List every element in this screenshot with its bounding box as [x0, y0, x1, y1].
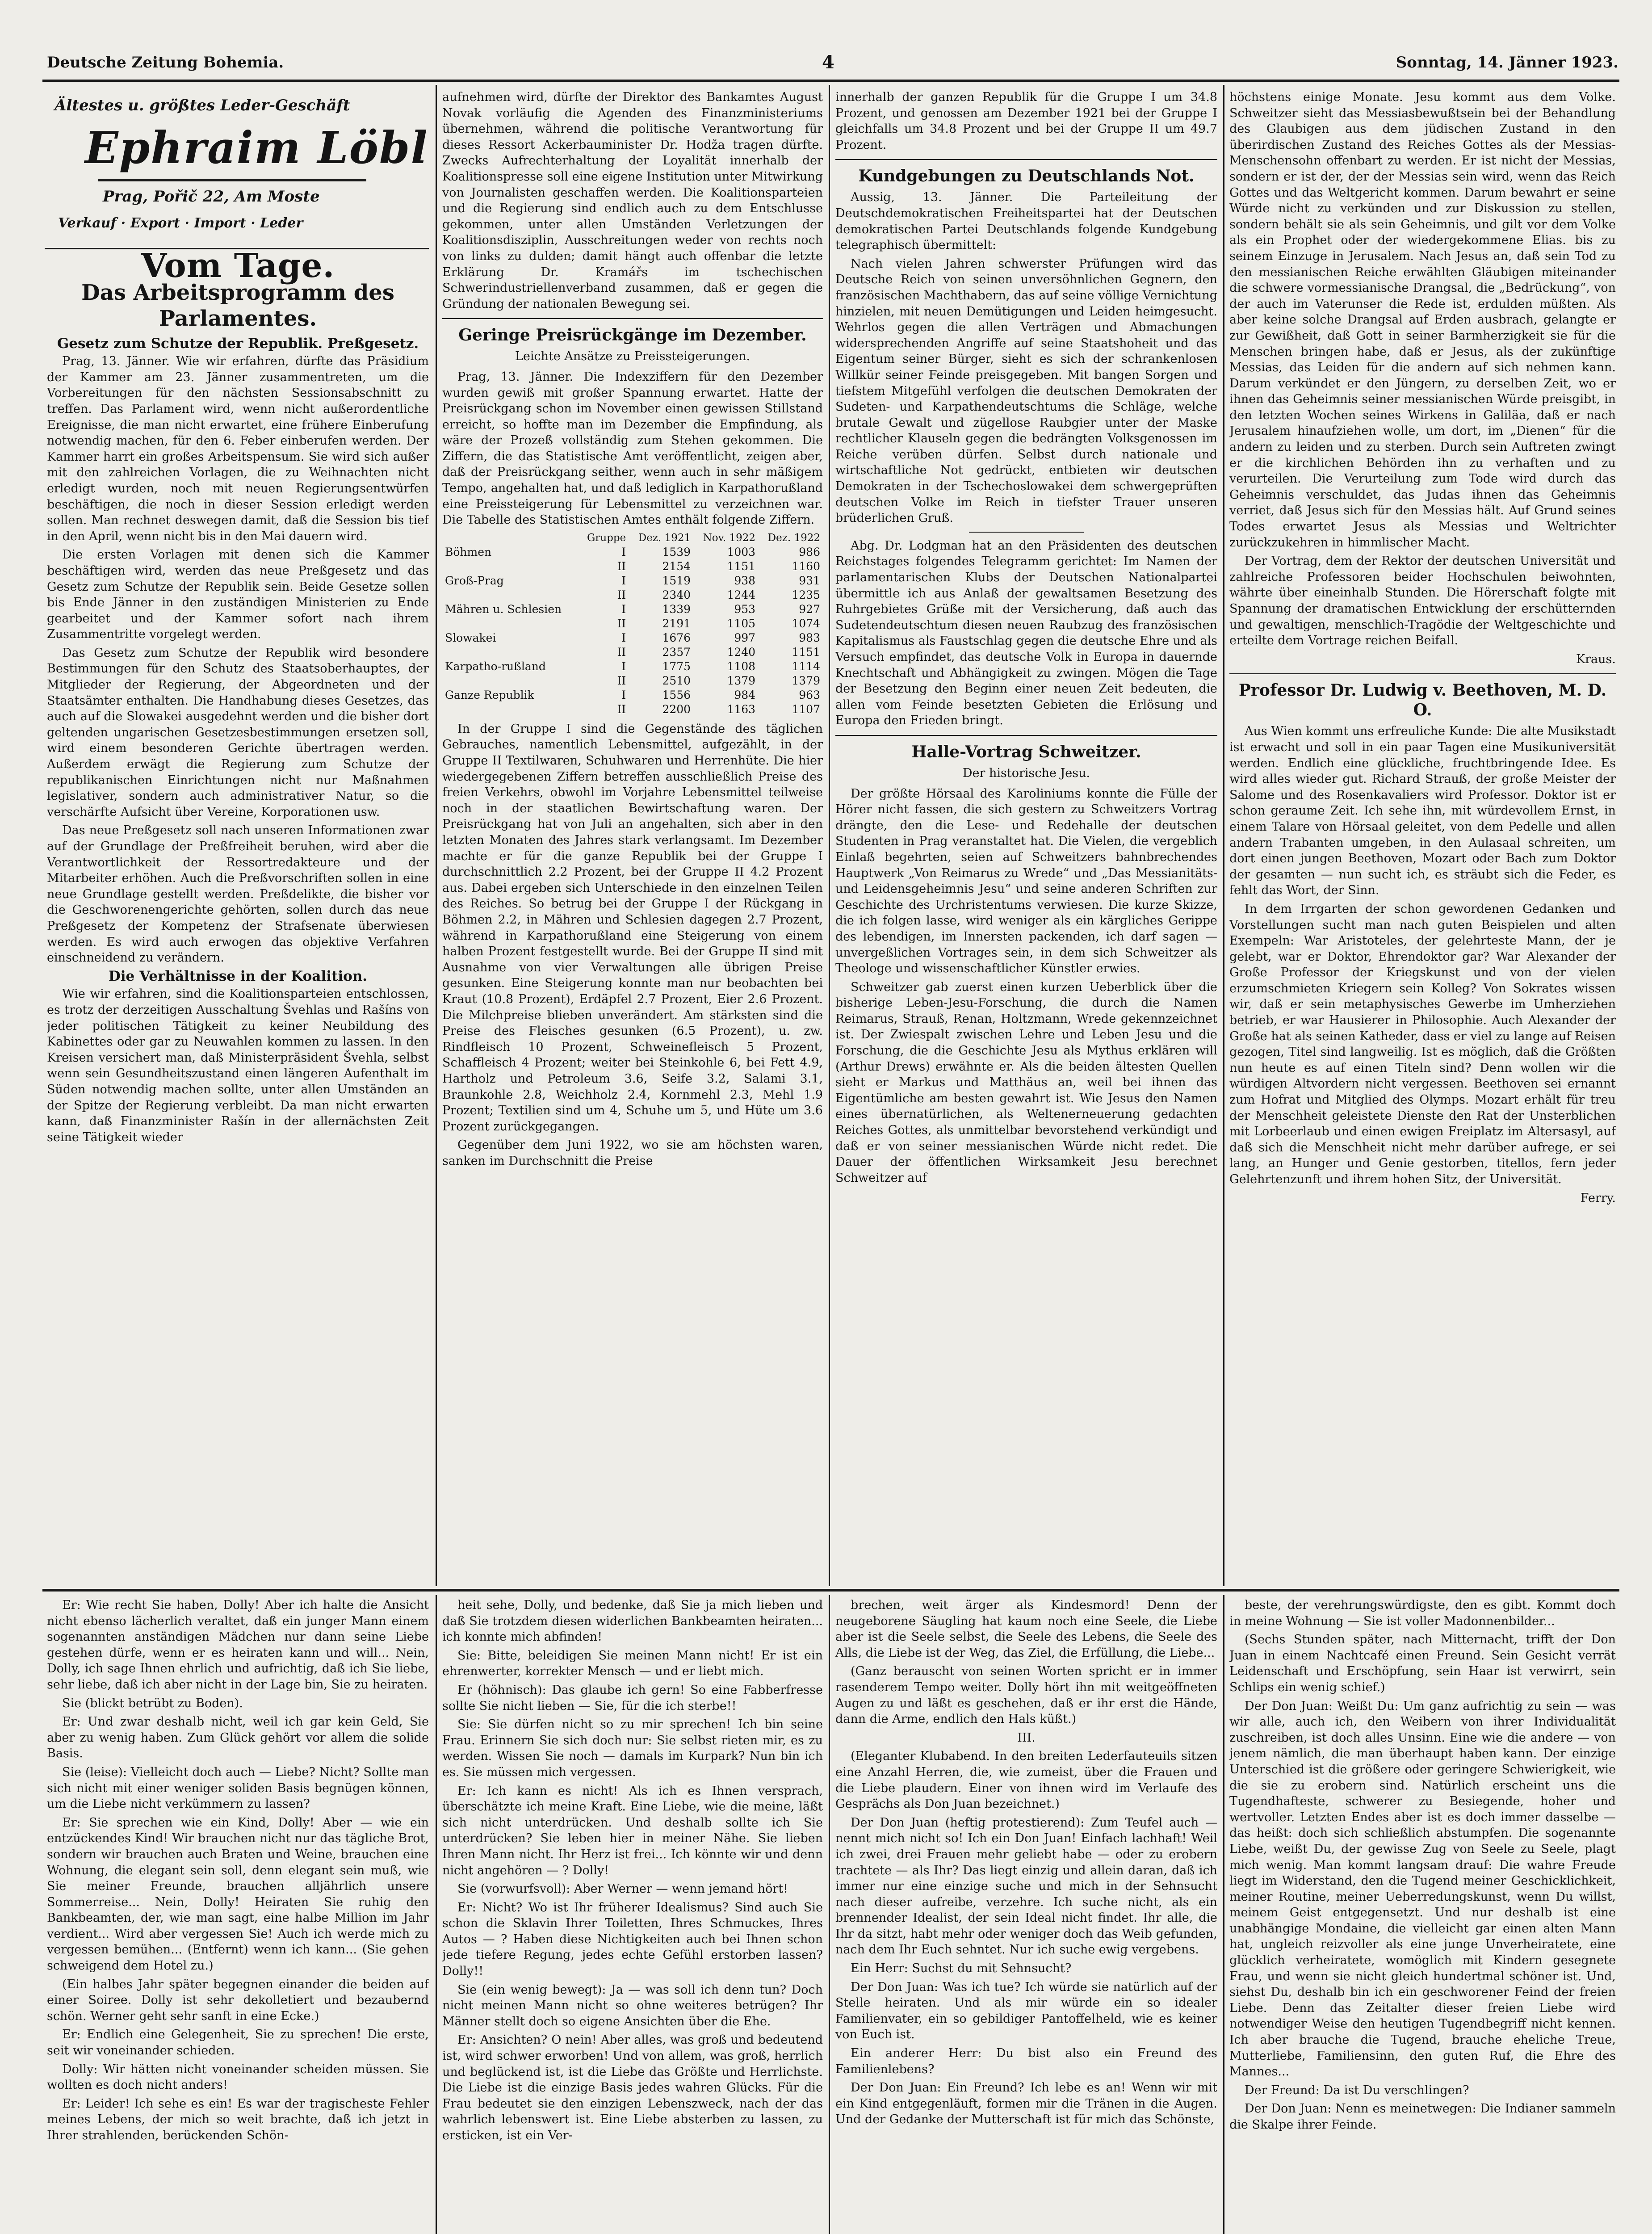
table-cell: 1379 [792, 674, 820, 687]
table-cell: I [621, 545, 626, 558]
table-cell [442, 702, 579, 717]
section-subheading: Die Verhältnisse in der Koalition. [108, 968, 368, 984]
table-cell: 1163 [727, 702, 756, 716]
feuilleton-separator [42, 1589, 1619, 1592]
paragraph: Die ersten Vorlagen mit denen sich die Kammer beschäftigen wird, werden das neue Preßgesetz und das Gesetz zum Schutze der Republik sein. Beide Gesetze sollen bis Ende Jänner in den zuständigen Ministerien zu Ende gearbeitet und der Kammer sofort nach ihrem Zusammentritte vorgelegt werden. [47, 548, 429, 642]
section-title: Vom Tage. [141, 250, 335, 285]
table-row [442, 588, 823, 602]
table-row [442, 688, 823, 702]
table-row [442, 617, 823, 631]
feuilleton-paragraph: Er: Wie recht Sie haben, Dolly! Aber ich halte die Ansicht nicht ebenso lächerlich veraltet, daß ein junger Mann einem sogenannten anständigen Mädchen nur dann seine Liebe gestehen dürfe, wenn er es heiraten kann und will... Nein, Dolly, ich sage Ihnen ehrlich und aufrichtig, daß ich Sie liebe, sehr liebe, daß ich aber nicht in der Lage bin, Sie zu heiraten. [47, 1598, 429, 1692]
article-separator [835, 159, 1217, 160]
table-cell [442, 559, 579, 574]
paragraph: höchstens einige Monate. Jesu kommt aus dem Volke. Schweitzer sieht das Messiasbewußtsein bei der Behandlung des Glaubigen aus dem jüdischen Zustand in den überirdischen Zustand des Reiches Gottes als der Messias-Menschensohn offenbart zu werden. Er ist nicht der Messias, sondern er ist der, der der Messias sein wird, wenn das Reich Gottes und das Weltgericht kommen. Darum bewahrt er seine Würde nicht zu verkünden und zur Diskussion zu stellen, sondern behält sie als sein Geheimnis, und gilt vor dem Volke als ein Prophet oder der wiedergekommene Elias. bis zu seinem Einzuge in Jerusalem. Nach Jesus an, daß sein Tod zu den messianischen Reiche erwählten Gläubigen miteinander die schwere vormessianische Drangsal, die „Bedrückung“, von der auch im Vaterunser die Rede ist, erdulden müßten. Als aber keine solche Drangsal auf Erden ausbrach, gelangte er zur Gewißheit, daß Gott in seiner Barmherzigkeit sie für die Menschen bringen habe, daß er Jesus, als der zukünftige Messias, das Leiden für die andern auf sich nehmen kann. Darum verkündet er den Jüngern, zu derselben Zeit, wo er ihnen das Geheimnis seiner messianischen Würde preisgibt, in den letzten Wochen seines Wirkens in Galiläa, daß er nach Jerusalem hinaufziehen wolle, um dort, im „Dienen“ für die andern zu leiden und zu sterben. Durch sein Auftreten zwingt er die kirchlichen Behörden ihn zu verhaften und zu verurteilen. Die Verurteilung zum Tode wird durch das Geheimnis verschuldet, das Judas ihnen das Geheimnis verriet, daß Jesus sich für den Messias hält. Auf Grund seines Todes erwartet Jesus als Messias und Weltrichter zurückzukehren in himmlischer Macht. [1229, 90, 1616, 550]
table-cell: 938 [734, 574, 756, 587]
table-row [442, 602, 823, 617]
table-cell: I [621, 659, 626, 673]
table-cell: 1160 [792, 559, 820, 573]
paragraph: In dem Irrgarten der schon gewordenen Gedanken und Vorstellungen sucht man nach guten Beispielen und alten Exempeln: War Aristoteles, der gelehrteste Mann, der je gelebt, war er Doktor, Ehrendoktor gar? War Alexander der Große Professor der Kriegskunst und von der vielen erzumschmieten Kriegern sein Kolleg? Von Sokrates wissen wir, daß er sein metaphysisches Gewerbe im Umherziehen betrieb, er war Hausierer in Philosophie. Auch Alexander der Große hat als seinen Katheder, dass er viel zu lange auf Reisen gezogen, Titel sind langweilig. Ist es möglich, daß die Größten nun heute es auf einen Titeln sind? Denn wollen wir die würdigen Altvordern nicht vergessen. Beethoven sei ernannt zum Hofrat und Mitglied des Olymps. Mozart erhält für treu der Menschheit geleistete Dienste den Rat der Unsterblichen mit Lorbeerlaub und einen ewigen Freiplatz im Altersasyl, auf daß sich die Menschheit nicht mehr darüber aufrege, er sei lang, an Hunger und Genie gestorben, titellos, fern jeder Gelehrtenzunft und ihrem hohen Sitz, der Universität. [1229, 902, 1616, 1186]
table-cell: 1244 [727, 588, 756, 601]
paragraph: Der Vortrag, dem der Rektor der deutschen Universität und zahlreiche Professoren beider Hochschulen beiwohnten, währte über eineinhalb Stunden. Die Hörerschaft folgte mit Spannung der dramatischen Entwicklung der erschütternden und gewaltigen, menschlich-Tragödie der Weltgeschichte und erteilte dem Vortrage reichen Beifall. [1229, 554, 1616, 648]
paragraph: Das Gesetz zum Schutze der Republik wird besondere Bestimmungen für den Schutz des Staatsoberhauptes, der Mitglieder der Regierung, der Abgeordneten und der Staatsämter enthalten. Die Handhabung dieses Gesetzes, das auch auf die Slowakei ausgedehnt werden und die bisher dort geltenden ungarischen Gesetzesbestimmungen ersetzen soll, wird einem besonderen Gerichte übertragen werden. Außerdem erwägt die Regierung zum Schutze der republikanischen Einrichtungen nicht nur Maßnahmen legislativer, sondern auch administrativer Natur, so die verschärfte Aufsicht über Vereine, Korporationen usw. [47, 646, 429, 819]
article-subtitle: Der historische Jesu. [962, 766, 1090, 780]
table-cell: I [621, 602, 626, 616]
table-cell: 2340 [662, 588, 691, 601]
table-cell: 1339 [662, 602, 691, 616]
column-rule [436, 1595, 437, 2234]
feuilleton-paragraph: Sie (vorwurfsvoll): Aber Werner — wenn jemand hört! [457, 1882, 788, 1896]
column-2 [442, 89, 823, 1584]
article-separator [1229, 673, 1616, 674]
paragraph: Wie wir erfahren, sind die Koalitionsparteien entschlossen, es trotz der derzeitigen Ausschaltung Švehlas und Rašíns von jeder politischen Tätigkeit zu keiner Neubildung des Kabinettes oder gar zu Neuwahlen kommen zu lassen. In den Kreisen versichert man, daß Ministerpräsident Švehla, selbst wenn sein Gesundheitszustand einen längeren Aufenthalt im Süden notwendig machen sollte, unter allen Umständen an der Spitze der Regierung verbleibt. Da man nicht erwarten kann, daß Finanzminister Rašín in der allernächsten Zeit seine Tätigkeit wieder [47, 987, 429, 1144]
feuilleton-paragraph: Sie (ein wenig bewegt): Ja — was soll ich denn tun? Doch nicht meinen Mann nicht so ohne weiteres betrügen? Ihr Männer stellt doch so eigene Ansichten über die Ehe. [442, 1982, 823, 2028]
running-header [47, 48, 1618, 80]
table-cell [442, 645, 579, 659]
article-separator [442, 318, 823, 319]
ad-services: Verkauf · Export · Import · Leder [58, 215, 303, 231]
table-header: Dez. 1921 [638, 532, 691, 544]
table-cell: 997 [734, 631, 756, 644]
price-index-table [442, 531, 823, 717]
paper-name: Deutsche Zeitung Bohemia. [47, 54, 284, 71]
table-cell: 2357 [662, 645, 691, 659]
column-4 [1229, 89, 1616, 1584]
table-cell: 963 [799, 688, 820, 701]
table-cell: II [617, 645, 626, 659]
table-cell: 1775 [662, 659, 691, 673]
issue-date: Sonntag, 14. Jänner 1923. [1396, 54, 1618, 71]
table-row [442, 702, 823, 717]
feuilleton-column-1 [47, 1597, 429, 2234]
feuilleton-paragraph: Er: Ich kann es nicht! Als ich es Ihnen versprach, überschätzte ich meine Kraft. Eine Liebe, wie die meine, läßt sich nicht unterdrücken. Und deshalb sollte ich Sie unterdrücken? Sie leben hier in meiner Nähe. Sie lieben Ihren Mann nicht. Ihr Herz ist frei... Ich könnte wir und denn nicht angehören — ? Dolly! [442, 1784, 823, 1877]
paragraph: In der Gruppe I sind die Gegenstände des täglichen Gebrauches, namentlich Lebensmittel, aufgezählt, in der Gruppe II Textilwaren, Schuhwaren und Herrenhüte. Die hier wiedergegebenen Ziffern betreffen ausschließlich Preise des freien Verkehrs, obwohl im Vorjahre Lebensmittel teilweise noch in der staatlichen Bewirtschaftung waren. Der Preisrückgang hat von Juli an angehalten, sich aber in den letzten Monaten des Jahres stark verlangsamt. Im Dezember machte er für die ganze Republik bei der Gruppe I durchschnittlich 2.2 Prozent, bei der Gruppe II 4.2 Prozent aus. Dabei ergeben sich Unterschiede in den einzelnen Teilen des Reiches. So betrug bei der Gruppe I der Rückgang in Böhmen 2.2, in Mähren und Schlesien dagegen 2.7 Prozent, während in Karpathorußland eine Steigerung von einem halben Prozent festgestellt wurde. Bei der Gruppe II sind mit Ausnahme von vier Verwaltungen alle übrigen Preise gesunken. Eine Steigerung konnte man nur beobachten bei Kraut (10.8 Prozent), Erdäpfel 2.7 Prozent, Eier 2.6 Prozent. Die Milchpreise blieben unverändert. Am stärksten sind die Preise des Fleisches gesunken (6.5 Prozent), u. zw. Rindfleisch 10 Prozent, Schweinefleisch 5 Prozent, Schaffleisch 4 Prozent; weiter bei Steinkohle 6, bei Fett 4.9, Hartholz und Petroleum 3.6, Seife 3.2, Salami 3.1, Braunkohle 2.8, Weichholz 2.4, Kornmehl 2.3, Mehl 1.9 Prozent; Textilien sind um 4, Schuhe um 5, und Hüte um 3.6 Prozent zurückgegangen. [442, 722, 823, 1134]
feuilleton-paragraph: Sie: Sie dürfen nicht so zu mir sprechen! Ich bin seine Frau. Erinnern Sie sich doch nur: Sie selbst rieten mir, es zu werden. Wissen Sie noch — damals im Kurpark? Nun bin ich es. Sie müssen mich vergessen. [442, 1717, 823, 1779]
paragraph: Abg. Dr. Lodgman hat an den Präsidenten des deutschen Reichstages folgendes Telegramm gerichtet: Im Namen der parlamentarischen Klubs der Deutschen Nationalpartei übermittle ich aus Anlaß der gewaltsamen Besetzung des Ruhrgebietes Grüße mit der Versicherung, daß auch das Sudetendeutschtum diesen neuen Raubzug des französischen Kapitalismus als Faustschlag gegen die deutsche Ehre und als Versuch empfindet, das deutsche Volk in Europa in dauernde Knechtschaft und Abhängigkeit zu zwingen. Mögen die Tage der Besetzung den Beginn einer neuen Zeit bedeuten, die allen vom Feinde besetzten Gebieten die Erlösung und Europa den Frieden bringt. [835, 538, 1217, 728]
table-cell: 1074 [792, 617, 820, 630]
feuilleton-paragraph: Der Don Juan: Ein Freund? Ich lebe es an! Wenn wir mit ein Kind entgegenläuft, formen mir die Tränen in die Augen. Und der Gedanke der Mutterschaft ist für mich das Schönste, [835, 2081, 1217, 2127]
table-cell: 2154 [662, 559, 691, 573]
table-cell: Karpatho-rußland [445, 659, 546, 673]
article-subtitle: Leichte Ansätze zu Preissteigerungen. [515, 349, 751, 364]
feuilleton-column-3 [835, 1597, 1217, 2234]
ad-tagline: Ältestes u. größtes Leder-Geschäft [55, 97, 350, 114]
feuilleton-paragraph: Er: Ansichten? O nein! Aber alles, was groß und bedeutend ist, wird schwer erworben! Und von allem, was groß, herrlich und beglückend ist, ist die Liebe das Größte und Herrlichste. Die Liebe ist die einzige Basis jedes wahren Glücks. Für die Frau bedeutet sie den einzigen Lebenszweck, nach der das wahrlich lebenswert ist. Eine Liebe absterben zu lassen, zu ersticken, ist ein Ver- [442, 2033, 823, 2142]
table-cell: 1003 [727, 545, 756, 558]
author-signature: Ferry. [1580, 1191, 1616, 1205]
advertisement [45, 94, 428, 246]
table-cell: 1108 [727, 659, 756, 673]
table-row [442, 645, 823, 659]
table-cell: 1107 [792, 702, 820, 716]
table-cell [442, 617, 579, 631]
feuilleton-paragraph: (Ganz berauscht von seinen Worten spricht er in immer rasenderem Tempo weiter. Dolly hört ihn mit weitgeöffneten Augen zu und läßt es geschehen, daß er ihr erst die Hände, dann die Arme, endlich den Hals küßt.) [835, 1664, 1217, 1726]
paragraph: aufnehmen wird, dürfte der Direktor des Bankamtes August Novak vorläufig die Agenden des Finanzministeriums übernehmen, während die politische Verantwortung für dieses Ressort Ackerbauminister Dr. Hodža tragen dürfte. Zwecks Aufrechterhaltung der Loyalität innerhalb der Koalitionspresse soll eine eigene Institution unter Mitwirkung von Journalisten geschaffen werden. Die Koalitionsparteien und die Regierung sind endlich auch zu dem Entschlusse gekommen, unter allen Umständen Verletzungen der Koalitionsdisziplin, Ausschreitungen weder von rechts noch von links zu dulden; damit hängt auch offenbar die letzte Erklärung Dr. Kramářs im tschechischen Schwerindustriellenverband zusammen, daß er gegen die Gründung der nationalen Bewegung sei. [442, 90, 823, 311]
table-row [442, 659, 823, 674]
feuilleton-paragraph: (Sechs Stunden später, nach Mitternacht, trifft der Don Juan in einem Nachtcafé einen Freund. Sein Gesicht verrät Leidenschaft und Erschöpfung, sein Haar ist verwirrt, sein Schlips ein wenig schief.) [1229, 1633, 1616, 1694]
feuilleton-column-2 [442, 1597, 823, 2234]
column-rule [1223, 1595, 1224, 2234]
ad-brand-underline [98, 179, 366, 181]
table-cell: 1151 [727, 559, 756, 573]
table-row [442, 545, 823, 559]
table-cell: Mähren u. Schlesien [445, 602, 562, 616]
table-cell: 1676 [662, 631, 691, 644]
table-cell: Böhmen [445, 545, 492, 558]
paragraph: Der größte Hörsaal des Karoliniums konnte die Fülle der Hörer nicht fassen, die sich gestern zu Schweitzers Vortrag drängte, den die Lese- und Redehalle der deutschen Studenten in Prag veranstaltet hat. Die Vielen, die vergeblich Einlaß begehrten, seien auf Schweitzers bahnbrechendes Hauptwerk „Von Reimarus zu Wrede“ und „Das Messianitäts- und Leidensgeheimnis Jesu“ und seine anderen Schriften zur Geschichte des Urchristentums verwiesen. Die kurze Skizze, die ich folgen lasse, wird weniger als ein kärgliches Gerippe des lebendigen, im Innersten packenden, ich darf sagen — unvergeßlichen Vortrages sein, in dem sich Schweitzer als Theologe und wissenschaftlicher Künstler erwies. [835, 786, 1217, 976]
feuilleton-paragraph: Der Don Juan (heftig protestierend): Zum Teufel auch — nennt mich nicht so! Ich ein Don Juan! Einfach lachhaft! Weil ich zwei, drei Frauen mehr geliebt habe — oder zu erobern trachtete — als Ihr? Das liegt einzig und allein daran, daß ich immer nur eine einzige suche und mich in der Sehnsucht nach dieser aufreibe, verzehre. Ich suche nicht, als ein brennender Idealist, der sein Ideal nicht findet. Ihr alle, die Ihr da sitzt, habt mehr oder weniger doch das Weib gefunden, nach dem Ihr Euch sehntet. Nur ich suche ewig vergebens. [835, 1815, 1217, 1957]
paragraph: Gegenüber dem Juni 1922, wo sie am höchsten waren, sanken im Durchschnitt die Preise [442, 1138, 823, 1168]
feuilleton-paragraph: Er (höhnisch): Das glaube ich gern! So eine Fabberfresse sollte Sie nicht lieben — Sie, für die ich sterbe!! [442, 1683, 823, 1713]
column-1 [47, 250, 429, 1584]
column-rule [436, 85, 437, 1586]
feuilleton-paragraph: Er: Nicht? Wo ist Ihr früherer Idealismus? Sind auch Sie schon die Sklavin Ihrer Toiletten, Ihres Schmuckes, Ihres Autos — ? Haben diese Nichtigkeiten auch bei Ihnen schon jede tiefere Regung, jedes echte Gefühl erstorben lassen? Dolly!! [442, 1900, 823, 1978]
paragraph: Prag, 13. Jänner. Die Indexziffern für den Dezember wurden gewiß mit großer Spannung erwartet. Hatte der Preisrückgang schon im November einen gewissen Stillstand erreicht, so hoffte man im Dezember die Empfindung, als wäre der Prozeß vollständig zum Stehen gekommen. Die Ziffern, die das Statistische Amt veröffentlicht, zeigen aber, daß der Preisrückgang seither, wenn auch in sehr mäßigem Tempo, angehalten hat, und daß lediglich in Karpathorußland eine Preissteigerung für Lebensmittel zu verzeichnen war. Die Tabelle des Statistischen Amtes enthält folgende Ziffern. [442, 370, 823, 527]
column-rule [1223, 85, 1224, 1586]
paragraph: Das neue Preßgesetz soll nach unseren Informationen zwar auf der Grundlage der Preßfreiheit beruhen, wird aber die Verantwortlichkeit der Ressortredakteure und der Mitarbeiter erhöhen. Auch die Preßvorschriften sollen in eine neue Grundlage gestellt werden. Preßdelikte, die bisher vor die Geschworenengerichte gehörten, sollen durch das neue Preßgesetz der Kompetenz der Strafsenate überwiesen werden. Es wird auch erwogen das objektive Verfahren einschneidend zu verändern. [47, 823, 429, 965]
table-cell: Slowakei [445, 631, 496, 644]
feuilleton-paragraph: Er: Sie sprechen wie ein Kind, Dolly! Aber — wie ein entzückendes Kind! Wir brauchen nicht nur das tägliche Brot, sondern wir brauchen auch Braten und Weine, brauchen eine Wohnung, die elegant sein soll, denn elegant sein muß, wie Sie meiner Freunde, brauchen alljährlich unsere Sommerreise... Nein, Dolly! Heiraten Sie ruhig den Bankbeamten, der, wie man sagt, eine halbe Million im Jahr verdient... Wird aber vergessen Sie! Auch ich werde mich zu vergessen bemühen... (Entfernt) wenn ich kann... (Sie gehen schweigend dem Hotel zu.) [47, 1815, 429, 1973]
table-cell: I [621, 574, 626, 587]
column-rule [829, 1595, 830, 2234]
table-header-row [442, 531, 823, 545]
table-cell: 927 [799, 602, 820, 616]
table-cell: II [617, 559, 626, 573]
table-cell: 1151 [792, 645, 820, 659]
table-cell: 1379 [727, 674, 756, 687]
table-row [442, 631, 823, 645]
table-cell: I [621, 688, 626, 701]
table-cell: 1114 [792, 659, 820, 673]
article-title: Professor Dr. Ludwig v. Beethoven, M. D. O. [1238, 681, 1607, 720]
short-separator [969, 532, 1084, 533]
feuilleton-paragraph: Sie (leise): Vielleicht doch auch — Liebe? Nicht? Sollte man sich nicht mit einer weniger soliden Basis begnügen können, um die Liebe nicht verkümmern zu lassen? [47, 1765, 429, 1811]
paragraph: Aus Wien kommt uns erfreuliche Kunde: Die alte Musikstadt ist erwacht und soll in ein paar Tagen eine Musikuniversität werden. Endlich eine glückliche, fruchtbringende Idee. Es wird alles wieder gut. Richard Strauß, der große Meister der Salome und des Rosenkavaliers wird Professor. Doktor ist er schon geraume Zeit. Ich sehe ihn, mit würdevollem Ernst, in einem Talare von Hörsaal geleitet, von dem Pedelle und allen andern Trabanten umgeben, in den Aulasaal schreiten, um dort einen jungen Beethoven, Mozart oder Bach zum Doktor der gesamten — nun sucht ich, es sträubt sich die Feder, es fehlt das Wort, der Sinn. [1229, 724, 1616, 898]
article-title: Halle-Vortrag Schweitzer. [911, 742, 1141, 761]
table-cell: 2191 [662, 617, 691, 630]
table-cell: 2510 [662, 674, 691, 687]
feuilleton-paragraph: Dolly: Wir hätten nicht voneinander scheiden müssen. Sie wollten es doch nicht anders! [47, 2062, 429, 2092]
ad-rule [45, 248, 429, 249]
page-number: 4 [822, 52, 834, 73]
article-title: Kundgebungen zu Deutschlands Not. [858, 167, 1195, 186]
feuilleton-paragraph: brechen, weit ärger als Kindesmord! Denn der neugeborene Säugling hat kaum noch eine Seele, die Liebe aber ist die Seele selbst, die Seele des Lebens, die Seele des Alls, die Liebe ist der Weg, das Ziel, die Erfüllung, die Liebe... [835, 1598, 1217, 1660]
article-title: Das Arbeitsprogramm des Parlamentes. [81, 280, 394, 331]
table-header: Gruppe [587, 532, 626, 544]
paragraph: Schweitzer gab zuerst einen kurzen Ueberblick über die bisherige Leben-Jesu-Forschung, die durch die Namen Reimarus, Strauß, Renan, Holtzmann, Wrede gekennzeichnet ist. Der Zwiespalt zwischen Lehre und Leben Jesu und die Forschung, die die Geschichte Jesu als Mythus erklären will (Arthur Drews) erwähnte er. Als die beiden ältesten Quellen sieht er Markus und Matthäus an, weil bei ihnen das Eigentümliche am besten gewahrt ist. Wie Jesus den Namen eines übernatürlichen, als Weltenerneuerung gedachten Reiches Gottes, als unmittelbar bevorstehend verkündigt und daß er von seiner messianischen Würde nicht redet. Die Dauer der öffentlichen Wirksamkeit Jesu berechnet Schweitzer auf [835, 980, 1217, 1185]
feuilleton-paragraph: Ein Herr: Suchst du mit Sehnsucht? [851, 1961, 1072, 1976]
paragraph: Prag, 13. Jänner. Wie wir erfahren, dürfte das Präsidium der Kammer am 23. Jänner zusammentreten, um die Vorbereitungen für den nächsten Sessionsabschnitt zu treffen. Das Parlament wird, wenn nicht außerordentliche Ereignisse, die man nicht erwartet, eine frühere Einberufung notwendig machen, für den 6. Feber einberufen werden. Der Kammer harrt ein großes Arbeitspensum. Sie wird sich außer mit den zahlreichen Vorlagen, die zu Weihnachten nicht erledigt wurden, noch mit neuen Regierungsentwürfen beschäftigen, die noch in dieser Session erledigt werden sollen. Man rechnet deswegen damit, daß die Session bis tief in den April, wenn nicht bis in den Mai dauern wird. [47, 354, 429, 543]
table-header: Nov. 1922 [703, 532, 756, 544]
feuilleton-paragraph: III. [1017, 1730, 1036, 1745]
table-cell: 984 [734, 688, 756, 701]
article-subtitle: Gesetz zum Schutze der Republik. Preßgesetz. [57, 335, 419, 352]
table-cell: II [617, 674, 626, 687]
feuilleton-paragraph: Der Don Juan: Weißt Du: Um ganz aufrichtig zu sein — was wir alle, auch ich, den Weibern von ihrer Individualität zuschreiben, ist doch alles Unsinn. Eine wie die andere — von jenem nämlich, die man überhaupt haben kann. Der einzige Unterschied ist die größere oder geringere Schwierigkeit, wie die sie zu erobern sind. Natürlich erscheint uns die Tugendhafteste, schwerer zu Besiegende, hoher und wertvoller. Letzten Endes aber ist es doch immer dasselbe — das heißt: doch sich schließlich abstumpfen. Die sogenannte Liebe, weißt Du, der gewisse Zug von Seele zu Seele, plagt mich wenig. Man kommt langsam drauf: Die wahre Freude liegt im Widerstand, den die Tugend meiner Geschicklichkeit, meiner Routine, meiner Ueberredungskunst, wenn Du willst, meinem Geist entgegensetzt. Und nur deshalb ist eine unabhängige Mondaine, die vielleicht gar einen alten Mann hat, ungleich reizvoller als eine junge Unverheiratete, eine glücklich verheiratete, womöglich mit Kindern gesegnete Frau, und wenn sie nicht gleich hundertmal schöner ist. Und, siehst Du, deshalb bin ich ein geschworener Feind der freien Liebe. Denn das Zeitalter dieser freien Liebe wird notwendiger Weise den heutigen Tugendbegriff nicht kennen. Ich aber brauche die Tugend, brauche eheliche Treue, Mutterliebe, Familiensinn, den guten Ruf, die Ehre des Mannes... [1229, 1699, 1616, 2079]
feuilleton-paragraph: Sie (blickt betrübt zu Boden). [62, 1696, 243, 1710]
column-3 [835, 89, 1217, 1584]
feuilleton-paragraph: Ein anderer Herr: Du bist also ein Freund des Familienlebens? [835, 2046, 1217, 2076]
feuilleton-paragraph: heit sehe, Dolly, und bedenke, daß Sie ja mich lieben und daß Sie trotzdem diesen widerlichen Bankbeamten heiraten... ich konnte mich abfinden! [442, 1598, 823, 1644]
table-cell: 1235 [792, 588, 820, 601]
table-cell: 1240 [727, 645, 756, 659]
table-row [442, 674, 823, 688]
feuilleton-paragraph: Der Don Juan: Was ich tue? Ich würde sie natürlich auf der Stelle heiraten. Und als mir würde ein so idealer Familienvater, ein so gebildiger Pantoffelheld, wie es keiner von Euch ist. [835, 1980, 1217, 2042]
feuilleton-paragraph: Der Don Juan: Nenn es meinetwegen: Die Indianer sammeln die Skalpe ihrer Feinde. [1229, 2102, 1616, 2132]
table-row [442, 559, 823, 574]
feuilleton-paragraph: Er: Und zwar deshalb nicht, weil ich gar kein Geld, Sie aber zu wenig haben. Zum Glück gehört vor allem die solide Basis. [47, 1715, 429, 1761]
paragraph: Nach vielen Jahren schwerster Prüfungen wird das Deutsche Reich von seinen unversöhnlichen Gegnern, den französischen Machthabern, das auf seine völlige Vernichtung hinzielen, mit neuen Demütigungen und Leiden heimgesucht. Wehrlos gegen die allen Verträgen und Abmachungen widersprechenden Angriffe auf seine Staatshoheit und das Eigentum seiner Bürger, sieht es sich der schrankenlosen Willkür seiner Feinde preisgegeben. Mit bangen Sorgen und tiefstem Mitgefühl verfolgen die deutschen Demokraten der Sudeten- und Karpathendeutschtums die Schläge, welche brutale Gewalt und zügellose Raubgier unter der Maske rechtlicher Klauseln gegen die bedrängten Volksgenossen im Reiche verüben dürfen. Selbst durch nationale und wirtschaftliche Not gedrückt, entbieten wir deutschen Demokraten in der Tschechoslowakei dem schwergeprüften deutschen Volke im Reich in tiefster Trauer unseren brüderlichen Gruß. [835, 256, 1217, 525]
ad-brand-logo: Ephraim Löbl [85, 122, 428, 174]
table-cell: 953 [734, 602, 756, 616]
article-separator [835, 735, 1217, 736]
table-cell: 983 [799, 631, 820, 644]
table-cell: 2200 [662, 702, 691, 716]
table-cell: I [621, 631, 626, 644]
paragraph: Aussig, 13. Jänner. Die Parteileitung der Deutschdemokratischen Freiheitspartei hat der Deutschen demokratischen Partei Deutschlands folgende Kundgebung telegraphisch übermittelt: [835, 190, 1217, 252]
table-cell: 1105 [727, 617, 756, 630]
table-row [442, 574, 823, 588]
table-header: Dez. 1922 [767, 532, 820, 544]
table-cell: 986 [799, 545, 820, 558]
table-cell: 1556 [662, 688, 691, 701]
author-signature: Kraus. [1576, 652, 1616, 666]
table-cell: 931 [799, 574, 820, 587]
header-rule [42, 80, 1619, 82]
feuilleton-paragraph: Der Freund: Da ist Du verschlingen? [1245, 2083, 1469, 2097]
feuilleton-paragraph: (Eleganter Klubabend. In den breiten Lederfauteuils sitzen eine Anzahl Herren, die, wie zumeist, über die Frauen und die Liebe plaudern. Einer von ihnen wird im Verlaufe des Gesprächs als Don Juan bezeichnet.) [835, 1749, 1217, 1811]
feuilleton-paragraph: Er: Leider! Ich sehe es ein! Es war der tragischeste Fehler meines Lebens, der mich so weit brachte, daß ich jetzt in Ihrer strahlenden, berückenden Schön- [47, 2096, 429, 2142]
article-title: Geringe Preisrückgänge im Dezember. [458, 326, 807, 345]
ad-address: Prag, Pořič 22, Am Moste [103, 188, 320, 206]
table-cell: Groß-Prag [445, 574, 504, 587]
feuilleton-paragraph: Sie: Bitte, beleidigen Sie meinen Mann nicht! Er ist ein ehrenwerter, korrekter Mensch — und er liebt mich. [442, 1648, 823, 1679]
table-cell: II [617, 617, 626, 630]
table-cell: II [617, 702, 626, 716]
table-cell: 1539 [662, 545, 691, 558]
paragraph: innerhalb der ganzen Republik für die Gruppe I um 34.8 Prozent, und genossen am Dezember 1921 bei der Gruppe I gleichfalls um 34.8 Prozent und bei der Gruppe II um 49.7 Prozent. [835, 90, 1217, 152]
table-cell: Ganze Republik [445, 688, 534, 701]
table-cell: II [617, 588, 626, 601]
feuilleton-paragraph: Er: Endlich eine Gelegenheit, Sie zu sprechen! Die erste, seit wir voneinander schieden. [47, 2028, 429, 2058]
table-header [442, 531, 579, 545]
table-cell [442, 588, 579, 602]
table-cell [442, 674, 579, 688]
column-rule [829, 85, 830, 1586]
feuilleton-paragraph: (Ein halbes Jahr später begegnen einander die beiden auf einer Soiree. Dolly ist sehr dekolletiert und bezaubernd schön. Werner geht sehr sanft in eine Ecke.) [47, 1977, 429, 2023]
feuilleton-paragraph: beste, der verehrungswürdigste, den es gibt. Kommt doch in meine Wohnung — Sie ist voller Madonnenbilder... [1229, 1598, 1616, 1628]
table-cell: 1519 [662, 574, 691, 587]
feuilleton-column-4 [1229, 1597, 1616, 2234]
